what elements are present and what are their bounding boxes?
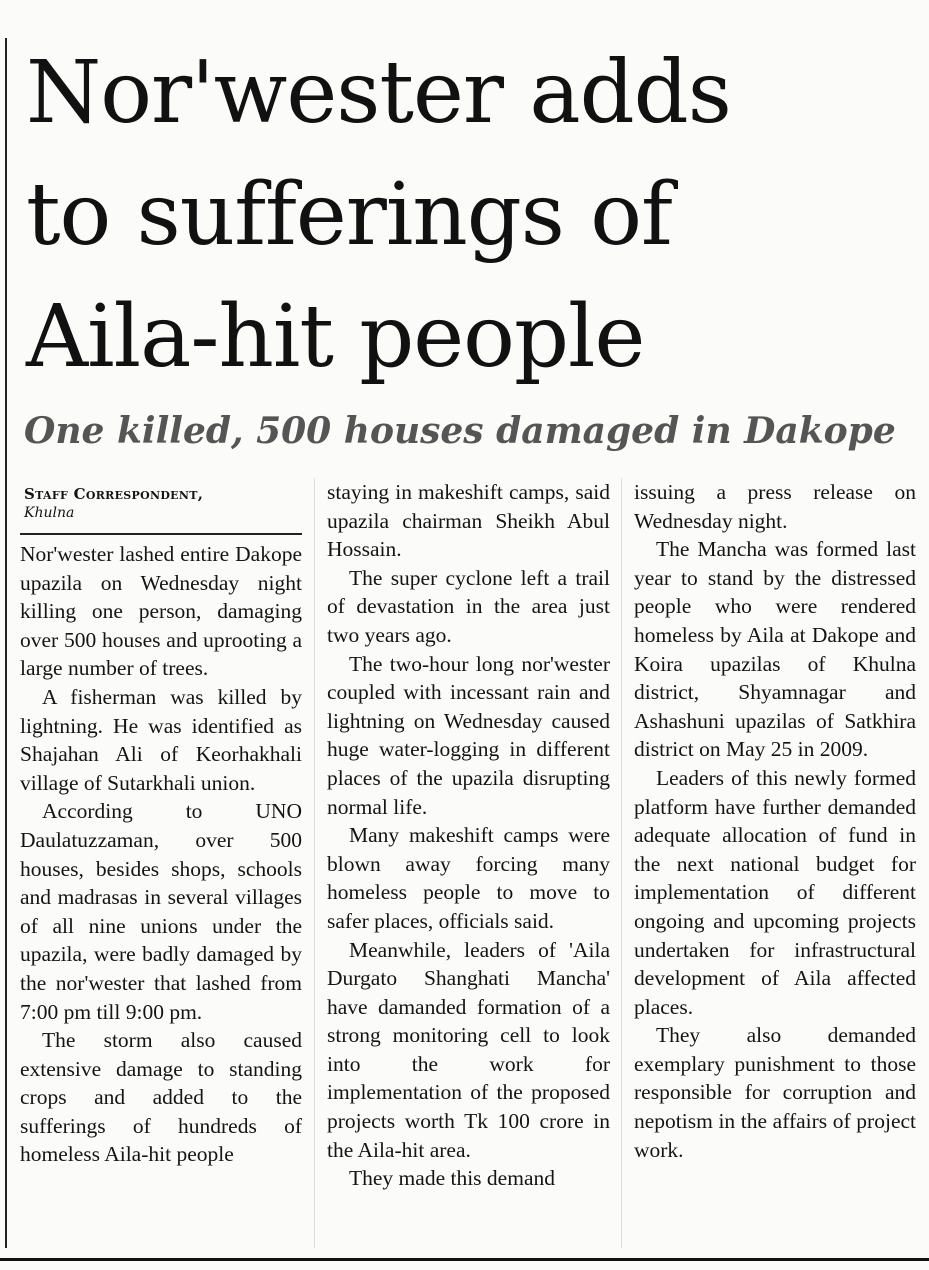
headline-line-1: Nor'wester adds [26, 43, 731, 143]
byline-author: Staff Correspondent, [24, 485, 204, 503]
paragraph: The storm also caused extensive damage to standing crops and added to the sufferings of hundreds of homeless Aila-hit people [20, 1028, 302, 1167]
headline-line-2: to sufferings of [26, 165, 672, 265]
paragraph: Many makeshift camps were blown away forcing many homeless people to move to safer places, officials said. [327, 823, 610, 933]
article-column-2 [327, 478, 610, 1193]
byline-location: Khulna [24, 505, 75, 521]
column-divider-1 [314, 478, 315, 1248]
bottom-border-rule [0, 1258, 929, 1270]
paragraph: staying in makeshift camps, said upazila chairman Sheikh Abul Hossain. [327, 480, 610, 562]
byline [24, 484, 304, 522]
paragraph: issuing a press release on Wednesday night. [634, 480, 916, 533]
article-column-1 [20, 540, 302, 1169]
paragraph: The two-hour long nor'wester coupled with incessant rain and lightning on Wednesday caused huge water-logging in different places of the upazila disrupting normal life. [327, 651, 610, 819]
column-divider-2 [621, 478, 622, 1248]
paragraph: They also demanded exemplary punishment to those responsible for corruption and nepotism in the affairs of project work. [634, 1023, 916, 1162]
article-column-3 [634, 478, 916, 1164]
paragraph: They made this demand [349, 1166, 555, 1191]
left-border-rule [5, 38, 7, 1248]
headline-line-3: Aila-hit people [26, 287, 645, 387]
paragraph: The Mancha was formed last year to stand by the distressed people who were rendered homeless by Aila at Dakope and Koira upazilas of Khulna district, Shyamnagar and Ashashuni upazilas of Satkhira district on May 25 in 2009. [634, 537, 916, 762]
paragraph: According to UNO Daulatuzzaman, over 500 houses, besides shops, schools and madrasas in several villages of all nine unions under the upazila, were badly damaged by the nor'wester that lashed from 7:00 pm till 9:00 pm. [20, 799, 302, 1024]
paragraph: The super cyclone left a trail of devastation in the area just two years ago. [327, 565, 610, 647]
byline-divider [20, 533, 302, 535]
paragraph: Leaders of this newly formed platform have further demanded adequate allocation of fund in the next national budget for implementation of different ongoing and upcoming projects undertaken for infrastructural development of Aila affected places. [634, 765, 916, 1019]
paragraph: A fisherman was killed by lightning. He was identified as Shajahan Ali of Keorhakhali village of Sutarkhali union. [20, 684, 302, 795]
subheadline: One killed, 500 houses damaged in Dakope [24, 410, 896, 452]
paragraph: Meanwhile, leaders of 'Aila Durgato Shanghati Mancha' have damanded formation of a strong monitoring cell to look into the work for implementation of the proposed projects worth Tk 100 crore in the Aila-hit area. [327, 937, 610, 1162]
headline [26, 32, 916, 398]
paragraph: Nor'wester lashed entire Dakope upazila on Wednesday night killing one person, damaging over 500 houses and uprooting a large number of trees. [20, 542, 302, 681]
